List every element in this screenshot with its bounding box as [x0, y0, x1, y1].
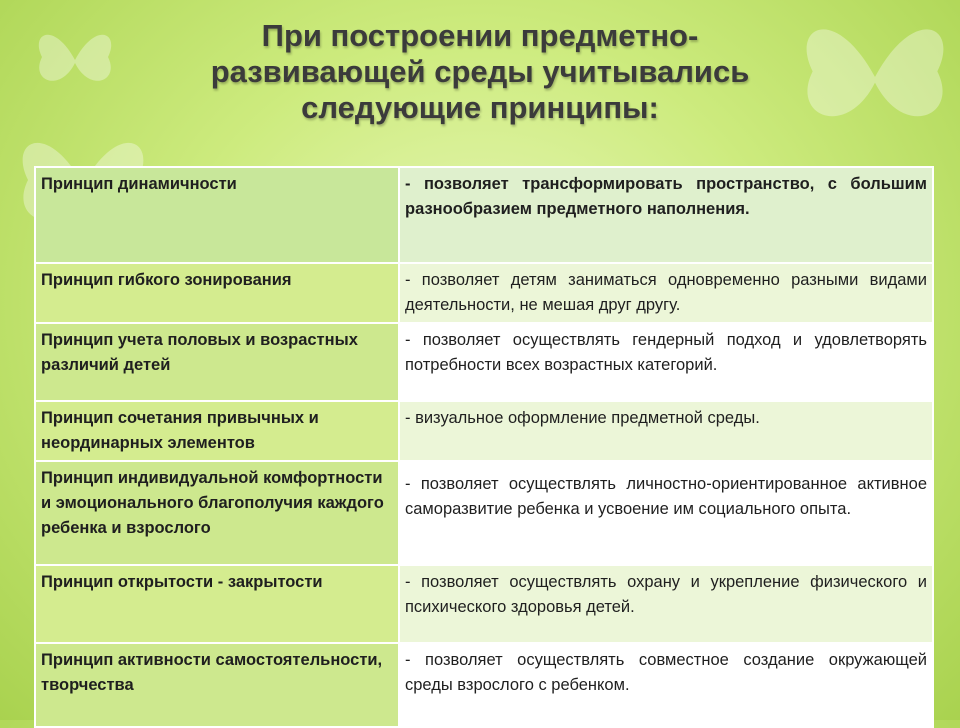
principle-cell: Принцип учета половых и возрастных различий детей	[35, 323, 399, 401]
description-cell: - позволяет осуществлять гендерный подход и удовлетворять потребности всех возрастных категорий.	[399, 323, 933, 401]
principle-cell: Принцип индивидуальной комфортности и эмоционального благополучия каждого ребенка и взрослого	[35, 461, 399, 565]
butterfly-icon	[30, 20, 120, 100]
description-cell: - позволяет трансформировать пространство, с большим разнообразием предметного наполнения.	[399, 167, 933, 263]
description-cell: - позволяет детям заниматься одновременно разными видами деятельности, не мешая друг другу.	[399, 263, 933, 323]
title-line: развивающей среды учитывались	[210, 54, 750, 89]
table-row	[35, 461, 933, 565]
table-row	[35, 263, 933, 323]
title-line: При построении предметно-	[261, 18, 699, 53]
table-row	[35, 167, 933, 263]
watermark	[770, 664, 908, 688]
principle-cell: Принцип активности самостоятельности, творчества	[35, 643, 399, 727]
principle-cell: Принцип сочетания привычных и неординарных элементов	[35, 401, 399, 461]
description-cell: - визуальное оформление предметной среды.	[399, 401, 933, 461]
table-row	[35, 565, 933, 643]
title-line: следующие принципы:	[301, 90, 659, 125]
cart-icon	[770, 666, 792, 686]
table-row	[35, 323, 933, 401]
description-cell: - позволяет осуществлять совместное создание окружающей среды взрослого с ребенком.	[399, 643, 933, 727]
principle-cell: Принцип открытости - закрытости	[35, 565, 399, 643]
description-cell: - позволяет осуществлять личностно-ориентированное активное саморазвитие ребенка и усвоение им социального опыта.	[399, 461, 933, 565]
principles-table	[34, 166, 934, 728]
principle-cell: Принцип гибкого зонирования	[35, 263, 399, 323]
watermark-text: MyShared	[799, 664, 908, 688]
table-row	[35, 401, 933, 461]
slide-title	[130, 18, 830, 126]
description-cell: - позволяет осуществлять охрану и укрепление физического и психического здоровья детей.	[399, 565, 933, 643]
principle-cell: Принцип динамичности	[35, 167, 399, 263]
